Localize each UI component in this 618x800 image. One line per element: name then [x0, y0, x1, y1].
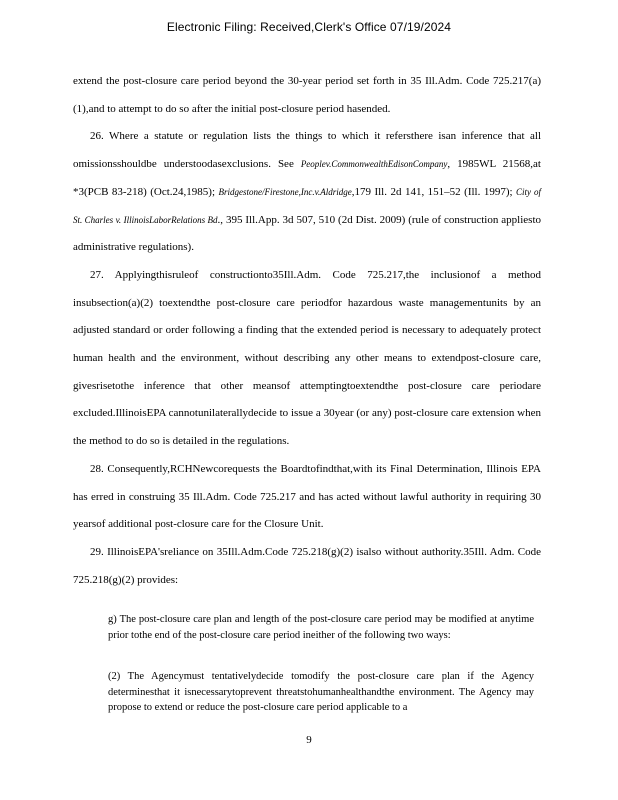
paragraph-27: 27. Applyingthisruleof constructionto35Ill.Adm. Code 725.217,the inclusionof a method insubsection(a)(2) toextendthe post-closure care periodfor hazardous waste managementunits by an adjusted standard or order following a finding that the extended period is necessary to adequately protect human health and the environment, without describing any other means to extendpost-closure care, givesrisetothe inference that other meansof attemptingtoextendthe post-closure care periodare excluded.IllinoisEPA cannotunilaterallydecide to issue a 30year (or any) post-closure care extension when the method to do so is detailed in the regulations.: [73, 268, 541, 448]
paragraph-26-text-b: , 1985WL 21568,at *3(PCB 83-218) (Oct.24,1985);: [73, 158, 541, 198]
paragraph-26: [73, 123, 541, 262]
paragraph-29: 29. IllinoisEPA'sreliance on 35Ill.Adm.Code 725.218(g)(2) isalso without authority.35Ill. Adm. Code 725.218(g)(2) provides:: [73, 545, 541, 586]
paragraph-26-text-c: ,179 Ill. 2d 141, 151–52 (Ill. 1997);: [351, 185, 517, 198]
paragraph-continuation: extend the post-closure care period beyond the 30-year period set forth in 35 Ill.Adm. Code 725.217(a)(1),and to attempt to do so after the initial post-closure period hasended.: [73, 75, 541, 115]
case-citation-commonwealth-edison: Peoplev.CommonwealthEdisonCompany: [300, 159, 448, 170]
page-number: 9: [306, 734, 312, 746]
case-citation-bridgestone: Bridgestone/Firestone,Inc.v.Aldridge: [218, 186, 352, 197]
document-body: [73, 68, 541, 594]
paragraph-28: 28. Consequently,RCHNewcorequests the Boardtofindthat,with its Final Determination, Illinois EPA has erred in construing 35 Ill.Adm. Code 725.217 and has acted without lawful authority in requiring 30 yearsof additional post-closure care for the Closure Unit.: [73, 462, 541, 531]
paragraph-26-text-d: ., 395 Ill.App. 3d 507, 510 (2d Dist. 2009) (rule of construction appliesto administrative regulations).: [73, 213, 541, 254]
paragraph-26-text-a: 26. Where a statute or regulation lists the things to which it refersthere isan inference that all omissionsshouldbe understoodasexclusions. See: [73, 130, 541, 171]
block-quote-g: g) The post-closure care plan and length of the post-closure care period may be modified at anytime prior tothe end of the post-closure care period ineither of the following two ways:: [108, 614, 534, 641]
case-citation-st-charles: City of St. Charles v. IllinoisLaborRelations Bd: [73, 186, 542, 225]
block-quote-2: (2) The Agencymust tentativelydecide tomodify the post-closure care plan if the Agency determinesthat it isnecessarytoprevent threatstohumanhealthandthe environment. The Agency may propose to extend or reduce the post-closure care period applicable to a: [108, 671, 534, 714]
filing-header: Electronic Filing: Received,Clerk's Office 07/19/2024: [166, 20, 452, 34]
